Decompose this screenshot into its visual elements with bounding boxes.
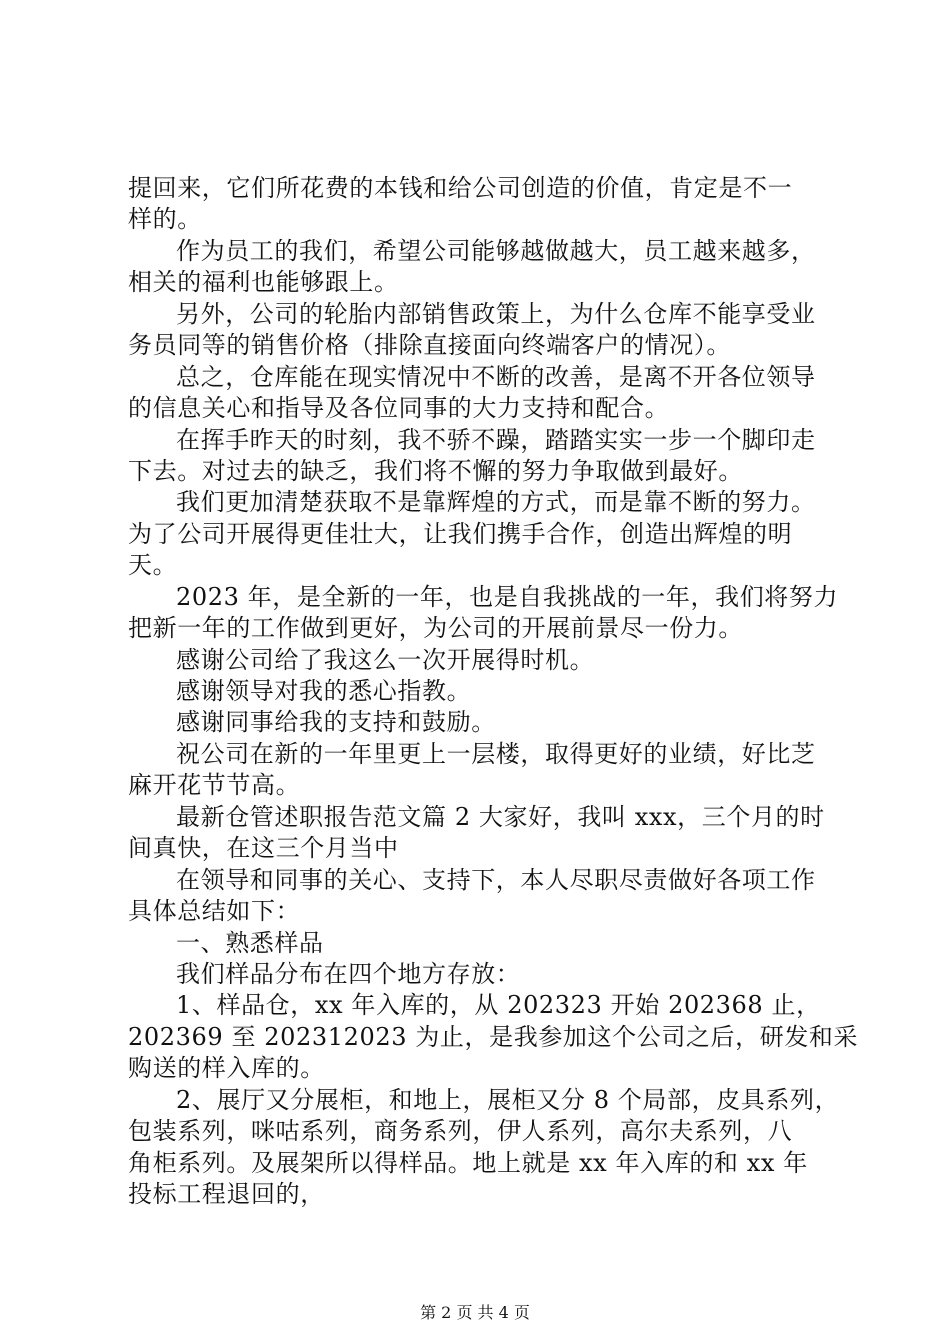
text-line: 相关的福利也能够跟上。	[128, 268, 399, 297]
text-line: 下去。对过去的缺乏，我们将不懈的努力争取做到最好。	[128, 456, 743, 485]
text-line: 提回来，它们所花费的本钱和给公司创造的价值，肯定是不一	[128, 174, 793, 202]
page-footer: 第 2 页 共 4 页	[420, 1303, 530, 1322]
text-line: 2023 年，是全新的一年，也是自我挑战的一年，我们将努力	[176, 582, 839, 611]
text-line: 感谢公司给了我这么一次开展得时机。	[176, 645, 595, 674]
text-line: 包装系列，咪咕系列，商务系列，伊人系列，高尔夫系列，八	[128, 1117, 793, 1146]
text-line: 2、展厅又分展柜，和地上，展柜又分 8 个局部，皮具系列，	[176, 1085, 840, 1114]
text-line: 购送的样入库的。	[128, 1054, 325, 1083]
text-line: 间真快，在这三个月当中	[128, 834, 399, 863]
text-line: 另外，公司的轮胎内部销售政策上，为什么仓库不能享受业	[176, 299, 816, 328]
text-line: 作为员工的我们，希望公司能够越做越大，员工越来越多，	[176, 236, 816, 265]
text-line: 祝公司在新的一年里更上一层楼，取得更好的业绩，好比芝	[176, 739, 816, 768]
text-line: 天。	[128, 551, 178, 580]
text-line: 我们更加清楚获取不是靠辉煌的方式，而是靠不断的努力。	[176, 488, 816, 517]
text-line: 具体总结如下：	[128, 897, 301, 926]
text-line: 一、熟悉样品	[176, 928, 324, 957]
text-line: 的信息关心和指导及各位同事的大力支持和配合。	[128, 394, 670, 423]
text-line: 为了公司开展得更佳壮大，让我们携手合作，创造出辉煌的明	[128, 519, 793, 548]
text-line: 麻开花节节高。	[128, 771, 301, 800]
text-line: 感谢领导对我的悉心指教。	[176, 677, 472, 705]
body-text	[128, 173, 859, 1210]
text-line: 在领导和同事的关心、支持下，本人尽职尽责做好各项工作	[176, 865, 816, 894]
text-line: 总之，仓库能在现实情况中不断的改善，是离不开各位领导	[176, 362, 816, 391]
text-line: 最新仓管述职报告范文篇 2 大家好，我叫 xxx，三个月的时	[176, 802, 825, 831]
text-line: 我们样品分布在四个地方存放：	[176, 959, 521, 988]
text-line: 务员同等的销售价格（排除直接面向终端客户的情况）。	[128, 331, 731, 360]
text-line: 角柜系列。及展架所以得样品。地上就是 xx 年入库的和 xx 年	[128, 1148, 808, 1177]
text-line: 投标工程退回的，	[128, 1180, 325, 1208]
text-line: 1、样品仓，xx 年入库的，从 202323 开始 202368 止，	[176, 991, 821, 1020]
text-line: 样的。	[128, 205, 202, 234]
text-line: 在挥手昨天的时刻，我不骄不躁，踏踏实实一步一个脚印走	[176, 425, 816, 454]
text-line: 把新一年的工作做到更好，为公司的开展前景尽一份力。	[128, 614, 743, 643]
text-line: 感谢同事给我的支持和鼓励。	[176, 708, 496, 737]
text-line: 202369 至 202312023 为止，是我参加这个公司之后，研发和采	[128, 1022, 859, 1051]
